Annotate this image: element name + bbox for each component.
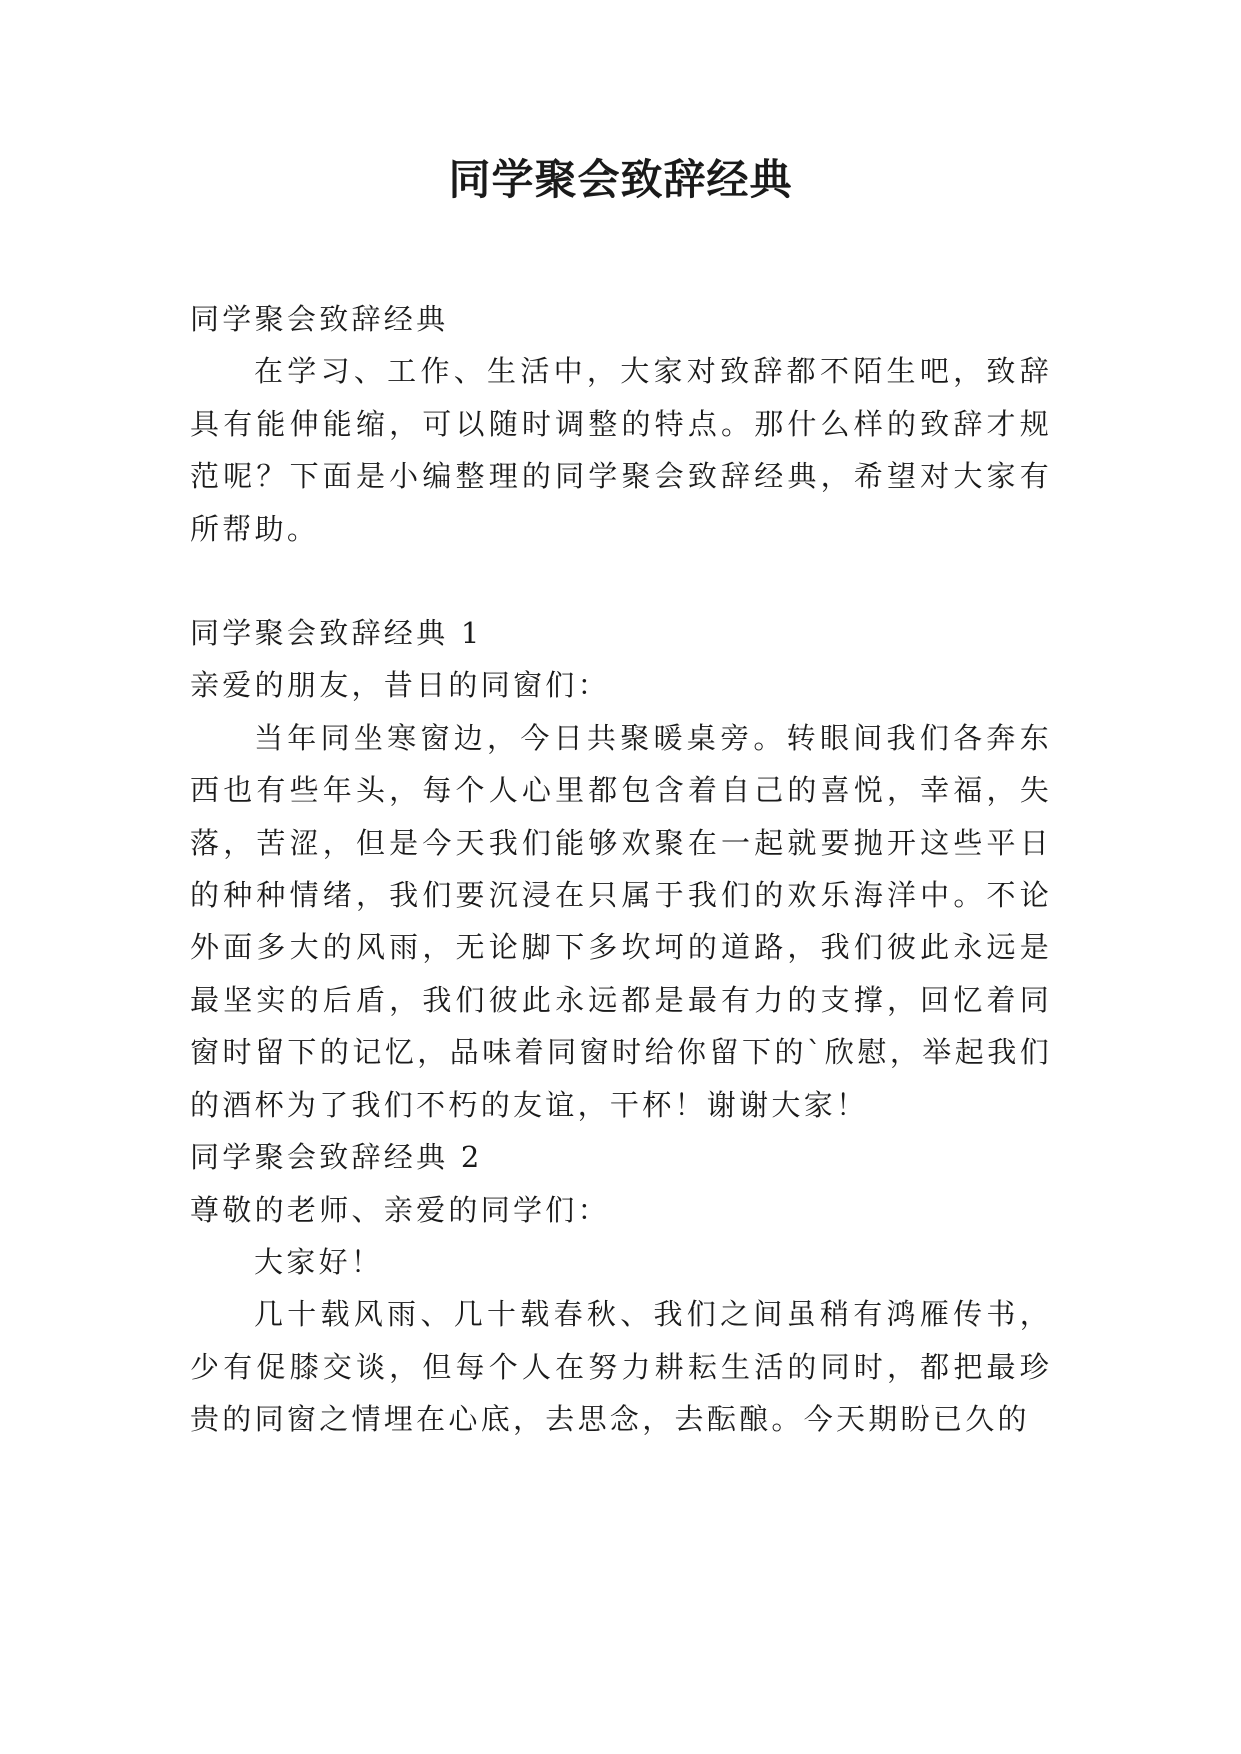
section-2-salutation: 尊敬的老师、亲爱的同学们： <box>190 1192 610 1227</box>
intro-paragraph: 在学习、工作、生活中，大家对致辞都不陌生吧，致辞具有能伸能缩，可以随时调整的特点。那什么样的致辞才规范呢？下面是小编整理的同学聚会致辞经典，希望对大家有所帮助。 <box>190 354 1052 546</box>
section-1-heading: 同学聚会致辞经典 1 <box>190 616 483 651</box>
document-title: 同学聚会致辞经典 <box>448 155 793 204</box>
section-1-paragraph: 当年同坐寒窗边，今日共聚暖桌旁。转眼间我们各奔东西也有些年头，每个人心里都包含着自己的喜悦，幸福，失落，苦涩，但是今天我们能够欢聚在一起就要抛开这些平日的种种情绪，我们要沉浸在只属于我们的欢乐海洋中。不论外面多大的风雨，无论脚下多坎坷的道路，我们彼此永远是最坚实的后盾，我们彼此永远都是最有力的支撑，回忆着同窗时留下的记忆，品味着同窗时给你留下的`欣慰，举起我们的酒杯为了我们不朽的友谊，干杯！谢谢大家！ <box>190 720 1052 1122</box>
section-2-greeting: 大家好！ <box>254 1244 384 1279</box>
subtitle: 同学聚会致辞经典 <box>190 302 449 336</box>
document-body <box>190 293 1052 1446</box>
section-1-salutation: 亲爱的朋友，昔日的同窗们： <box>190 668 610 703</box>
section-2-heading: 同学聚会致辞经典 2 <box>190 1140 483 1175</box>
section-spacer <box>190 555 1052 607</box>
section-2-paragraph: 几十载风雨、几十载春秋、我们之间虽稍有鸿雁传书，少有促膝交谈，但每个人在努力耕耘生活的同时，都把最珍贵的同窗之情埋在心底，去思念，去酝酿。今天期盼已久的 <box>190 1297 1052 1437</box>
